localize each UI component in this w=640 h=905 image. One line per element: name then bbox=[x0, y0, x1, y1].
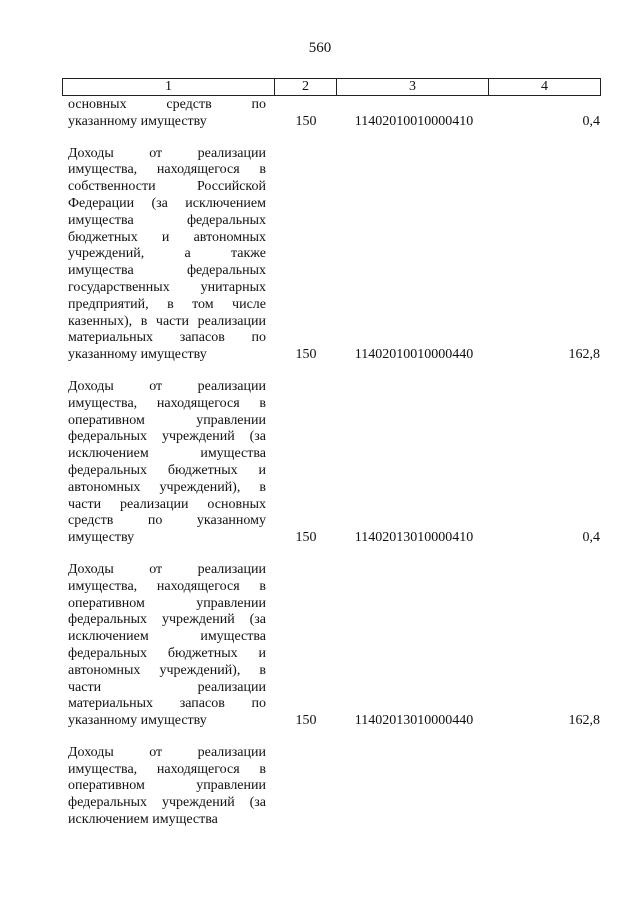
row-description bbox=[68, 745, 266, 829]
description-line: автономных учреждений), в bbox=[68, 479, 266, 495]
header-col-2: 2 bbox=[275, 79, 337, 96]
row-amount: 162,8 bbox=[568, 347, 600, 363]
description-line: указанному имуществу bbox=[68, 347, 207, 363]
description-line: указанному имуществу bbox=[68, 113, 207, 129]
description-line: учреждений, а также bbox=[68, 246, 266, 262]
description-line: Доходы от реализации bbox=[68, 145, 266, 161]
description-line: федеральных учреждений (за bbox=[68, 429, 266, 445]
description-line: федеральных учреждений (за bbox=[68, 795, 266, 811]
description-line: федеральных бюджетных и bbox=[68, 645, 266, 661]
description-line: федеральных бюджетных и bbox=[68, 462, 266, 478]
row-code-type: 150 bbox=[295, 713, 317, 729]
description-line: материальных запасов по bbox=[68, 330, 266, 346]
description-line: автономных учреждений), в bbox=[68, 662, 266, 678]
row-kbk-code: 11402010010000410 bbox=[354, 113, 474, 129]
description-line: Федерации (за исключением bbox=[68, 195, 266, 211]
description-line: имущества, находящегося в bbox=[68, 761, 266, 777]
row-code-type: 150 bbox=[295, 113, 317, 129]
table-row bbox=[0, 745, 640, 829]
description-line: оперативном управлении bbox=[68, 778, 266, 794]
header-col-3: 3 bbox=[337, 79, 489, 96]
row-kbk-code: 11402013010000440 bbox=[354, 713, 474, 729]
description-line: Доходы от реализации bbox=[68, 744, 266, 760]
description-line: оперативном управлении bbox=[68, 595, 266, 611]
description-line: имущества, находящегося в bbox=[68, 162, 266, 178]
description-line: имущества, находящегося в bbox=[68, 395, 266, 411]
description-line: исключением имущества bbox=[68, 812, 218, 828]
row-kbk-code: 11402010010000440 bbox=[354, 347, 474, 363]
row-amount: 0,4 bbox=[582, 113, 600, 129]
description-line: Доходы от реализации bbox=[68, 561, 266, 577]
description-line: исключением имущества bbox=[68, 629, 266, 645]
description-line: имущества, находящегося в bbox=[68, 578, 266, 594]
header-col-4: 4 bbox=[489, 79, 601, 96]
description-line: материальных запасов по bbox=[68, 696, 266, 712]
description-line: Доходы от реализации bbox=[68, 378, 266, 394]
row-amount: 0,4 bbox=[582, 530, 600, 546]
description-line: федеральных учреждений (за bbox=[68, 612, 266, 628]
row-description bbox=[68, 562, 266, 730]
description-line: собственности Российской bbox=[68, 179, 266, 195]
description-line: основных средств по bbox=[68, 97, 266, 112]
table-header bbox=[62, 78, 601, 96]
description-line: оперативном управлении bbox=[68, 412, 266, 428]
row-amount: 162,8 bbox=[568, 713, 600, 729]
description-line: имущества федеральных bbox=[68, 263, 266, 279]
description-line: государственных унитарных bbox=[68, 279, 266, 295]
table-row bbox=[0, 146, 640, 364]
row-description bbox=[68, 379, 266, 547]
table-row bbox=[0, 379, 640, 547]
row-code-type: 150 bbox=[295, 347, 317, 363]
header-col-1: 1 bbox=[63, 79, 275, 96]
description-line: казенных), в части реализации bbox=[68, 313, 266, 329]
row-code-type: 150 bbox=[295, 530, 317, 546]
description-line: части реализации основных bbox=[68, 496, 266, 512]
description-line: указанному имуществу bbox=[68, 713, 207, 729]
description-line: исключением имущества bbox=[68, 446, 266, 462]
table-body bbox=[0, 97, 640, 844]
page-number: 560 bbox=[308, 40, 332, 56]
description-line: имущества федеральных bbox=[68, 212, 266, 228]
row-kbk-code: 11402013010000410 bbox=[354, 530, 474, 546]
table-row bbox=[0, 562, 640, 730]
description-line: средств по указанному bbox=[68, 513, 266, 529]
description-line: части реализации bbox=[68, 679, 266, 695]
table-row bbox=[0, 97, 640, 131]
description-line: бюджетных и автономных bbox=[68, 229, 266, 245]
row-description bbox=[68, 97, 266, 131]
description-line: предприятий, в том числе bbox=[68, 296, 266, 312]
row-description bbox=[68, 146, 266, 364]
description-line: имуществу bbox=[68, 530, 135, 546]
